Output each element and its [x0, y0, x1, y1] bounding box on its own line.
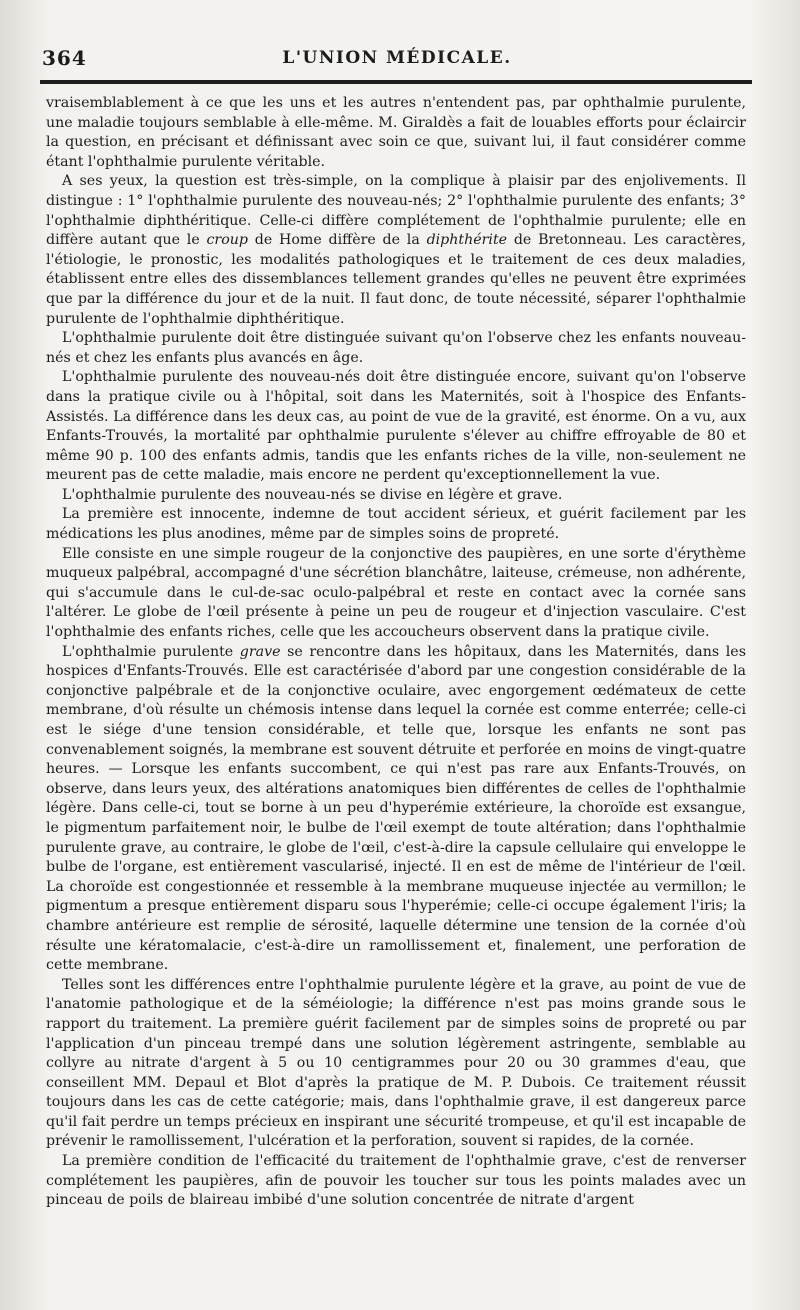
paragraph: Telles sont les différences entre l'ophthalmie purulente légère et la grave, au point de vue de l'anatomie pathologique et de la séméiologie; la différence n'est pas moins grande sous le rapport du traitement. La première guérit facilement par de simples soins de propreté ou par l'application d'un pinceau trempé dans une solution légèrement astringente, semblable au collyre au nitrate d'argent à 5 ou 10 centigrammes pour 20 ou 30 grammes d'eau, que conseillent MM. Depaul et Blot d'après la pratique de M. P. Dubois. Ce traitement réussit toujours dans les cas de cette catégorie; mais, dans l'ophthalmie grave, il est dangereux parce qu'il fait perdre un temps précieux en inspirant une sécurité trompeuse, et qu'il est incapable de prévenir le ramollissement, l'ulcération et la perforation, souvent si rapides, de la cornée. — [46, 976, 746, 1150]
header-rule — [40, 80, 752, 84]
paragraph: L'ophthalmie purulente doit être distinguée suivant qu'on l'observe chez les enfants nouveau-nés et chez les enfants plus avancés en âge. — [46, 330, 746, 366]
running-title: L'UNION MÉDICALE. — [282, 48, 512, 68]
page-number: 364 — [42, 46, 87, 70]
page-header — [42, 44, 752, 74]
text-run: de Home diffère de la — [247, 232, 427, 249]
paragraph — [46, 172, 746, 329]
text-run: se rencontre dans les hôpitaux, dans les Maternités, dans les hospices d'Enfants-Trouvés. Elle est caractérisée d'abord par une congestion considérable de la conjonctive palpébrale et de la conjonctive oculaire, avec engorgement œdémateux de cette membrane, d'où résulte un chémosis intense dans lequel la cornée est comme enterrée; celle-ci est le siége d'une tension considérable, et telle que, lorsque les enfants ne sont pas convenablement soignés, la membrane est souvent détruite et perforée en moins de vingt-quatre heures. — Lorsque les enfants succombent, ce qui n'est pas rare aux Enfants-Trouvés, on observe, dans leurs yeux, des altérations anatomiques bien différentes de celles de l'ophthalmie légère. Dans celle-ci, tout se borne à un peu d'hyperémie extérieure, la choroïde est exsangue, le pigmentum parfaitement noir, le bulbe de l'œil exempt de toute altération; dans l'ophthalmie purulente grave, au contraire, le globe de l'œil, c'est-à-dire la capsule cellulaire qui enveloppe le bulbe de l'organe, est entièrement vascularisé, injecté. Il en est de même de l'intérieur de l'œil. La choroïde est congestionnée et ressemble à la membrane muqueuse injectée au vermillon; le pigmentum a presque entièrement disparu sous l'hyperémie; celle-ci occupe également l'iris; la chambre antérieure est remplie de sérosité, laquelle détermine une tension de la cornée d'où résulte une kératomalacie, c'est-à-dire un ramollissement et, finalement, une perforation de cette membrane. — [46, 643, 746, 974]
italic-term: croup — [206, 232, 248, 249]
text-run: A ses yeux, la question est très-simple, on la complique à plaisir par des enjolivements. Il distingue : 1° l'ophthalmie purulente des nouveau-nés; 2° l'ophthalmie purulente des enfants; 3° l'ophthalmie diphthéritique. Celle-ci diffère complétement de l'ophthalmie purulente; elle en diffère autant que le — [46, 173, 746, 249]
paragraph: vraisemblablement à ce que les uns et les autres n'entendent pas, par ophthalmie purulente, une maladie toujours semblable à elle-même. M. Giraldès a fait de louables efforts pour éclaircir la question, en précisant et définissant avec soin ce que, suivant lui, il faut considérer comme étant l'ophthalmie purulente véritable. — [46, 95, 746, 170]
text-run: de Bretonneau. Les caractères, l'étiologie, le pronostic, les modalités pathologiques et le traitement de ces deux maladies, établissent entre elles des dissemblances tellement grandes qu'elles ne peuvent être exprimées que par la différence du jour et de la nuit. Il faut donc, de toute nécessité, séparer l'ophthalmie purulente de l'ophthalmie diphthéritique. — [46, 232, 746, 327]
paragraph: Elle consiste en une simple rougeur de la conjonctive des paupières, en une sorte d'érythème muqueux palpébral, accompagné d'une sécrétion blanchâtre, laiteuse, crémeuse, non adhérente, qui s'accumule dans le cul-de-sac oculo-palpébral et reste en contact avec la cornée sans l'altérer. Le globe de l'œil présente à peine un peu de rougeur et d'injection vasculaire. C'est l'ophthalmie des enfants riches, celle que les accoucheurs observent dans la pratique civile. — [46, 545, 746, 641]
paragraph — [46, 643, 746, 976]
paragraph: L'ophthalmie purulente des nouveau-nés se divise en légère et grave. — [62, 486, 563, 503]
paragraph: La première condition de l'efficacité du traitement de l'ophthalmie grave, c'est de renverser complétement les paupières, afin de pouvoir les toucher sur tous les points malades avec un pinceau de poils de blaireau imbibé d'une solution concentrée de nitrate d'argent — [46, 1153, 746, 1209]
paragraph: L'ophthalmie purulente des nouveau-nés doit être distinguée encore, suivant qu'on l'observe dans la pratique civile ou à l'hôpital, soit dans les Maternités, soit à l'hospice des Enfants-Assistés. La différence dans les deux cas, au point de vue de la gravité, est énorme. On a vu, aux Enfants-Trouvés, la mortalité par ophthalmie purulente s'élever au chiffre effroyable de 80 et même 90 p. 100 des enfants admis, tandis que les enfants riches de la ville, non-seulement ne meurent pas de cette maladie, mais encore ne perdent qu'exceptionnellement la vue. — [46, 369, 746, 484]
body-text — [46, 94, 746, 1211]
paragraph: La première est innocente, indemne de tout accident sérieux, et guérit facilement par les médications les plus anodines, même par de simples soins de propreté. — [46, 506, 746, 543]
italic-term: grave — [239, 643, 281, 660]
italic-term: diphthérite — [426, 232, 508, 249]
text-run: L'ophthalmie purulente — [62, 643, 240, 660]
